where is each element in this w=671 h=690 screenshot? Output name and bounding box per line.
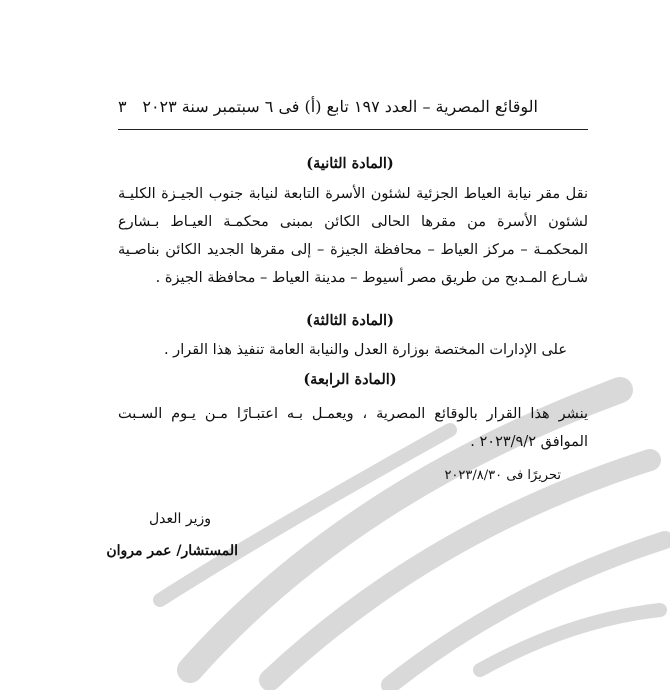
article-three-heading: (المادة الثالثة) <box>306 312 394 329</box>
page-header <box>118 96 538 118</box>
issued-date: تحريرًا فى ٢٠٢٣/٨/٣٠ <box>444 468 561 483</box>
article-four-heading: (المادة الرابعة) <box>303 371 397 388</box>
article-three-body: على الإدارات المختصة بوزارة العدل والنيابة العامة تنفيذ هذا القرار . <box>163 342 567 358</box>
page-number: ٣ <box>118 97 127 116</box>
header-title: الوقائع المصرية – العدد ١٩٧ تابع (أ) فى ٦ سبتمبر سنة ٢٠٢٣ <box>142 97 538 116</box>
header-divider <box>118 129 588 130</box>
signature-title: وزير العدل <box>148 511 211 527</box>
article-two-body: نقل مقر نيابة العياط الجزئية لشئون الأسرة التابعة لنيابة جنوب الجيـزة الكليـة لشئون الأسرة من مقرها الحالى الكائن بمبنى محكمـة العيـاط بـشارع المحكمـة – مركز العياط – محافظة الجيزة – إلى مقرها الجديد الكائن بناصـية شـارع المـدبح من طريق مصر أسيوط – مدينة العياط – محافظة الجيزة . <box>118 186 588 286</box>
article-four-body: ينشر هذا القرار بالوقائع المصرية ، ويعمـل بـه اعتبـارًا مـن يـوم السـبت الموافق ٢٠٢٣/٩/٢ . <box>118 406 588 450</box>
article-two-heading: (المادة الثانية) <box>306 155 394 172</box>
signature-name: المستشار/ عمر مروان <box>106 543 238 559</box>
